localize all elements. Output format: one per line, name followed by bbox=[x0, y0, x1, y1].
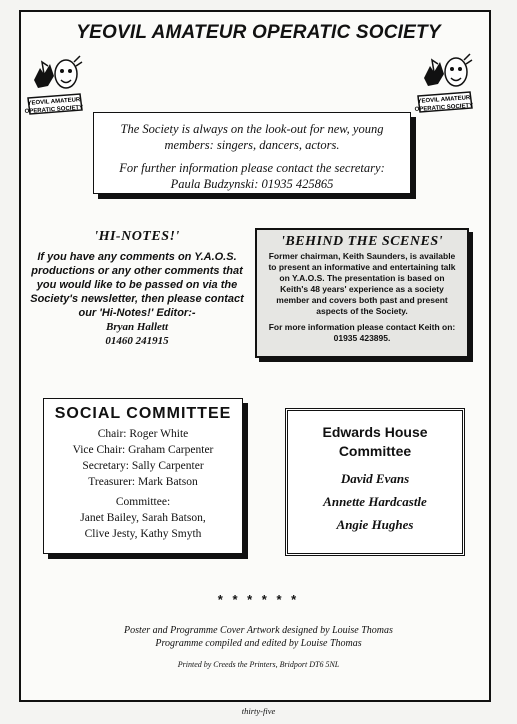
bts-line: to present an informative and entertaining talk bbox=[268, 262, 456, 272]
recruit-line-1: The Society is always on the look-out for new, young bbox=[120, 122, 384, 136]
edwards-house-title bbox=[288, 423, 462, 461]
recruit-line-2: members: singers, dancers, actors. bbox=[164, 138, 340, 152]
chair: Chair: Roger White bbox=[97, 428, 189, 440]
vice-chair: Vice Chair: Graham Carpenter bbox=[72, 444, 214, 456]
social-committee-title: SOCIAL COMMITTEE bbox=[54, 405, 232, 422]
bts-line: aspects of the Society. bbox=[316, 306, 408, 316]
svg-text:YEOVIL AMATEUR: YEOVIL AMATEUR bbox=[417, 95, 471, 105]
hi-notes-line: our 'Hi-Notes!' Editor:- bbox=[78, 307, 196, 319]
hi-notes-editor-name: Bryan Hallett bbox=[105, 321, 169, 333]
page-number: thirty-five bbox=[241, 706, 276, 716]
committee-label: Committee: bbox=[115, 496, 171, 508]
hi-notes-line: productions or any other comments that bbox=[31, 265, 243, 277]
svg-text:OPERATIC SOCIETY: OPERATIC SOCIETY bbox=[414, 102, 474, 114]
bts-line: Keith's 48 years' experience as a society bbox=[280, 284, 444, 294]
bts-line: member and covers both past and present bbox=[276, 295, 448, 305]
treasurer: Treasurer: Mark Batson bbox=[88, 476, 198, 488]
contact-line-1: For further information please contact the secretary: bbox=[119, 161, 385, 175]
committee-members-1: Janet Bailey, Sarah Batson, bbox=[80, 512, 206, 524]
society-recruitment-box bbox=[93, 112, 411, 194]
edwards-title-line-2: Committee bbox=[338, 443, 412, 459]
edwards-title-line-1: Edwards House bbox=[322, 424, 428, 440]
separator-stars: * * * * * * bbox=[217, 592, 300, 607]
bts-line: on Y.A.O.S. The presentation is based on bbox=[279, 273, 445, 283]
hi-notes-line: If you have any comments on Y.A.O.S. bbox=[37, 251, 237, 263]
artwork-credit: Poster and Programme Cover Artwork designed by Louise Thomas bbox=[124, 625, 393, 636]
hi-notes-line: Society's newsletter, then please contact bbox=[30, 293, 244, 305]
behind-the-scenes-title: 'BEHIND THE SCENES' bbox=[281, 234, 443, 249]
bts-line: Former chairman, Keith Saunders, is available bbox=[268, 251, 456, 261]
society-logo-right bbox=[414, 48, 476, 118]
page-title: YEOVIL AMATEUR OPERATIC SOCIETY bbox=[76, 22, 441, 43]
edwards-member: Angie Hughes bbox=[336, 517, 414, 532]
society-logo-left bbox=[24, 50, 86, 120]
hi-notes-section bbox=[28, 230, 246, 348]
edwards-member: Annette Hardcastle bbox=[323, 494, 427, 509]
editor-credit: Programme compiled and edited by Louise Thomas bbox=[155, 638, 362, 649]
hi-notes-editor-phone: 01460 241915 bbox=[105, 335, 169, 347]
committee-members-2: Clive Jesty, Kathy Smyth bbox=[84, 528, 202, 540]
bts-phone: 01935 423895. bbox=[333, 333, 391, 343]
bts-contact: For more information please contact Keith on: bbox=[268, 322, 456, 332]
credits bbox=[0, 624, 517, 650]
hi-notes-line: you would like to be passed on via the bbox=[36, 279, 238, 291]
contact-line-2: Paula Budzynski: 01935 425865 bbox=[170, 177, 334, 191]
behind-the-scenes-box bbox=[255, 228, 469, 358]
svg-text:OPERATIC SOCIETY: OPERATIC SOCIETY bbox=[24, 104, 84, 116]
hi-notes-title: 'HI-NOTES!' bbox=[94, 229, 180, 244]
secretary: Secretary: Sally Carpenter bbox=[82, 460, 204, 472]
edwards-house-box bbox=[285, 408, 465, 556]
svg-text:YEOVIL AMATEUR: YEOVIL AMATEUR bbox=[27, 97, 81, 107]
printer-credit: Printed by Creeds the Printers, Bridport DT6 5NL bbox=[177, 660, 340, 669]
social-committee-box bbox=[43, 398, 243, 554]
edwards-member: David Evans bbox=[340, 471, 410, 486]
